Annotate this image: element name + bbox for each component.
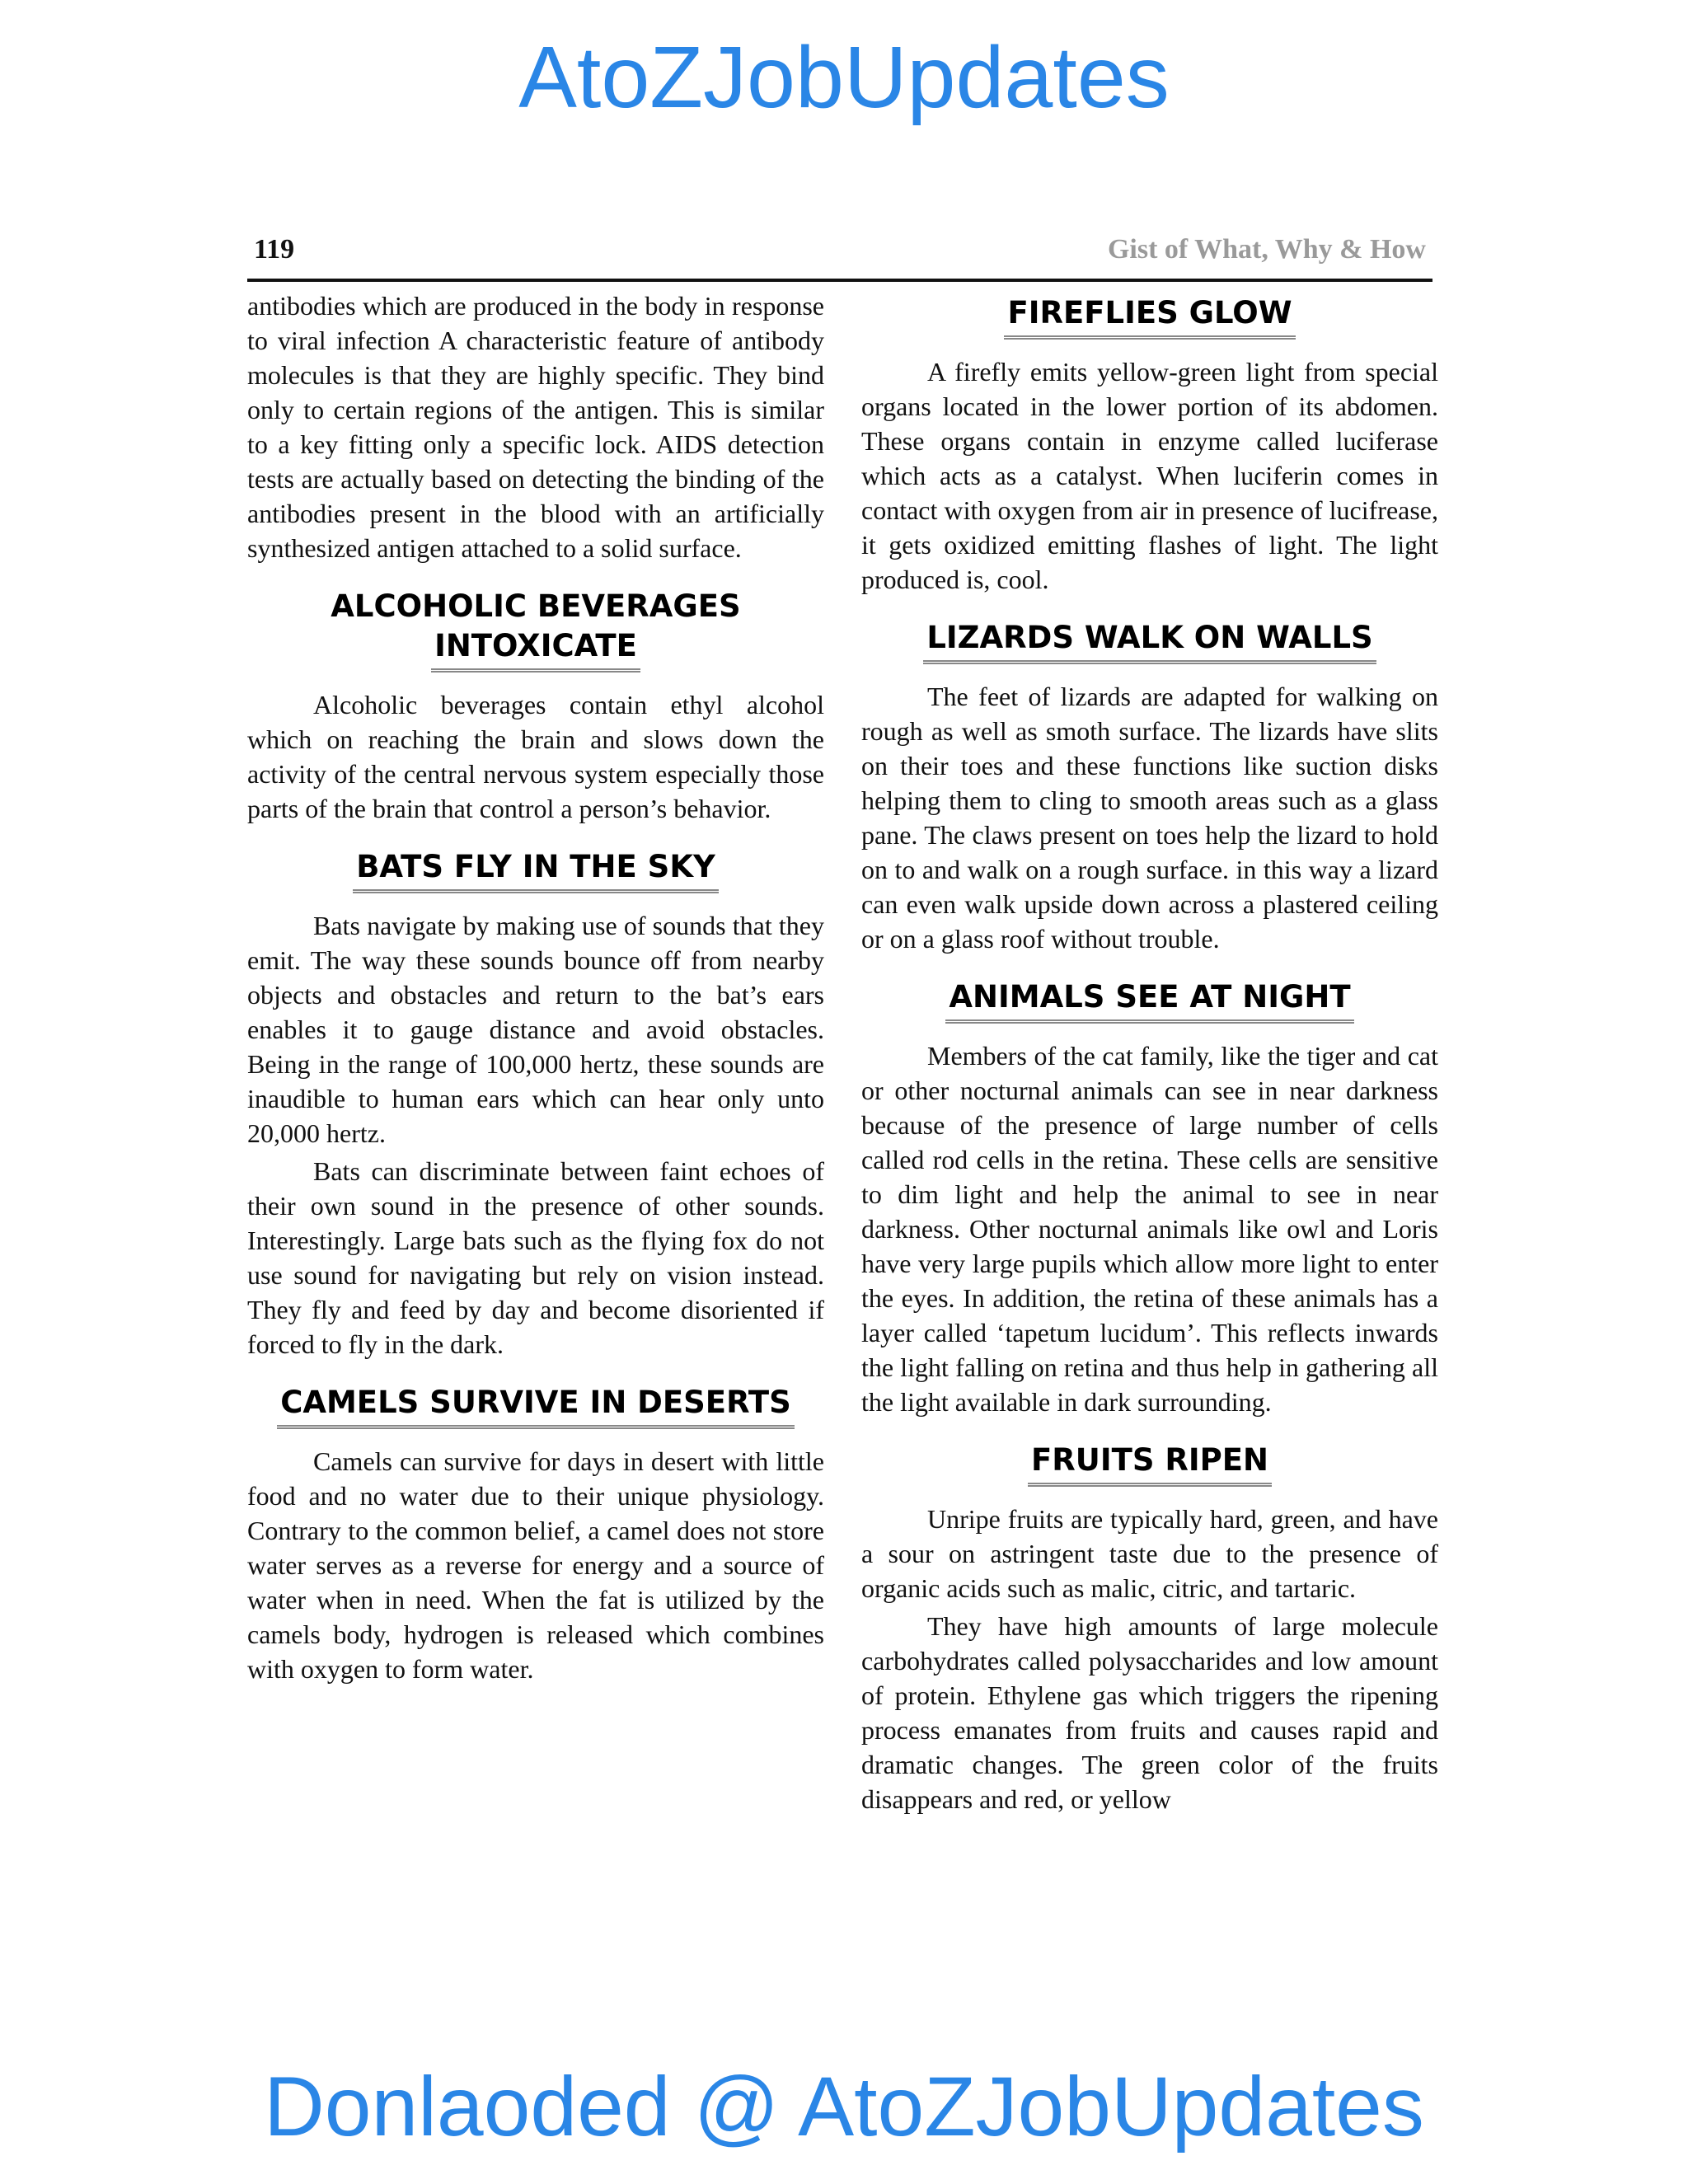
watermark-top: AtoZJobUpdates	[518, 29, 1170, 126]
paragraph: Bats can discriminate between faint echoes of their own sound in the presence of other sounds. Interestingly. Large bats such as the flying fox do not use sound for navigating but rely on vision instead. They fly and feed by day and become disoriented if forced to fly in the dark.	[247, 1156, 824, 1359]
paragraph: The feet of lizards are adapted for walking on rough as well as smoth surface. The lizards have slits on their toes and these functions like suction disks helping them to cling to smooth areas such as a glass pane. The claws present on toes help the lizard to hold on to and walk on a rough surface. in this way a lizard can even walk upside down across a plastered ceiling or on a glass roof without trouble.	[861, 682, 1438, 954]
running-head	[247, 232, 1432, 282]
paragraph: A firefly emits yellow-green light from special organs located in the lower portion of its abdomen. These organs contain in enzyme called luciferase which acts as a catalyst. When luciferin comes in contact with oxygen from air in presence of lucifrease, it gets oxidized emitting flashes of light. The light produced is, cool.	[861, 357, 1438, 594]
paragraph: Camels can survive for days in desert with little food and no water due to their unique physiology. Contrary to the common belief, a camel does not store water serves as a reverse for energy and a source of water when in need. When the fat is utilized by the camels body, hydrogen is released which combines with oxygen to form water.	[247, 1446, 824, 1684]
heading-fruits-ripen	[861, 1441, 1438, 1487]
heading-line: ALCOHOLIC BEVERAGES	[331, 588, 741, 624]
heading-alcoholic-beverages	[247, 587, 824, 673]
page-number: 119	[254, 234, 295, 265]
heading-line: INTOXICATE	[431, 626, 640, 673]
intro-paragraph: antibodies which are produced in the body in response to viral infection A characteristic feature of antibody molecules is that they are highly specific. They bind only to certain regions of the antigen. This is similar to a key fitting only a specific lock. AIDS detection tests are actually based on detecting the binding of the antibodies present in the blood with an artificially synthesized antigen attached to a solid surface.	[247, 291, 824, 563]
book-title: Gist of What, Why & How	[1107, 234, 1426, 265]
right-column	[861, 288, 1438, 1820]
heading-fireflies-glow	[861, 293, 1438, 340]
paragraph: Alcoholic beverages contain ethyl alcohol which on reaching the brain and slows down the activity of the central nervous system especially those parts of the brain that control a person’s behavior.	[247, 690, 824, 823]
heading-text: LIZARDS WALK ON WALLS	[923, 618, 1376, 664]
heading-text: FIREFLIES GLOW	[1004, 293, 1295, 340]
heading-bats-fly	[247, 847, 824, 893]
left-column	[247, 288, 824, 1690]
heading-text: CAMELS SURVIVE IN DESERTS	[277, 1383, 795, 1429]
paragraph: Unripe fruits are typically hard, green, and have a sour on astringent taste due to the presence of organic acids such as malic, citric, and tartaric.	[861, 1504, 1438, 1603]
heading-text: ANIMALS SEE AT NIGHT	[945, 977, 1353, 1024]
heading-camels-survive	[247, 1383, 824, 1429]
paragraph: Bats navigate by making use of sounds that they emit. The way these sounds bounce off from nearby objects and obstacles and return to the bat’s ears enables it to gauge distance and avoid obstacles. Being in the range of 100,000 hertz, these sounds are inaudible to human ears which can hear only unto 20,000 hertz.	[247, 911, 824, 1148]
heading-lizards-walk	[861, 618, 1438, 664]
watermark-bottom: Donlaoded @ AtoZJobUpdates	[264, 2060, 1424, 2154]
paragraph: They have high amounts of large molecule carbohydrates called polysaccharides and low amount of protein. Ethylene gas which triggers the ripening process emanates from fruits and causes rapid and dramatic changes. The green color of the fruits disappears and red, or yellow	[861, 1611, 1438, 1814]
heading-text: BATS FLY IN THE SKY	[353, 847, 719, 893]
paragraph: Members of the cat family, like the tiger and cat or other nocturnal animals can see in near darkness because of the presence of large number of cells called rod cells in the retina. These cells are sensitive to dim light and help the animal to see in near darkness. Other nocturnal animals like owl and Loris have very large pupils which allow more light to enter the eyes. In addition, the retina of these animals has a layer called ‘tapetum lucidum’. This reflects inwards the light falling on retina and thus help in gathering all the light available in dark surrounding.	[861, 1041, 1438, 1417]
heading-text: FRUITS RIPEN	[1028, 1441, 1272, 1487]
heading-animals-see	[861, 977, 1438, 1024]
